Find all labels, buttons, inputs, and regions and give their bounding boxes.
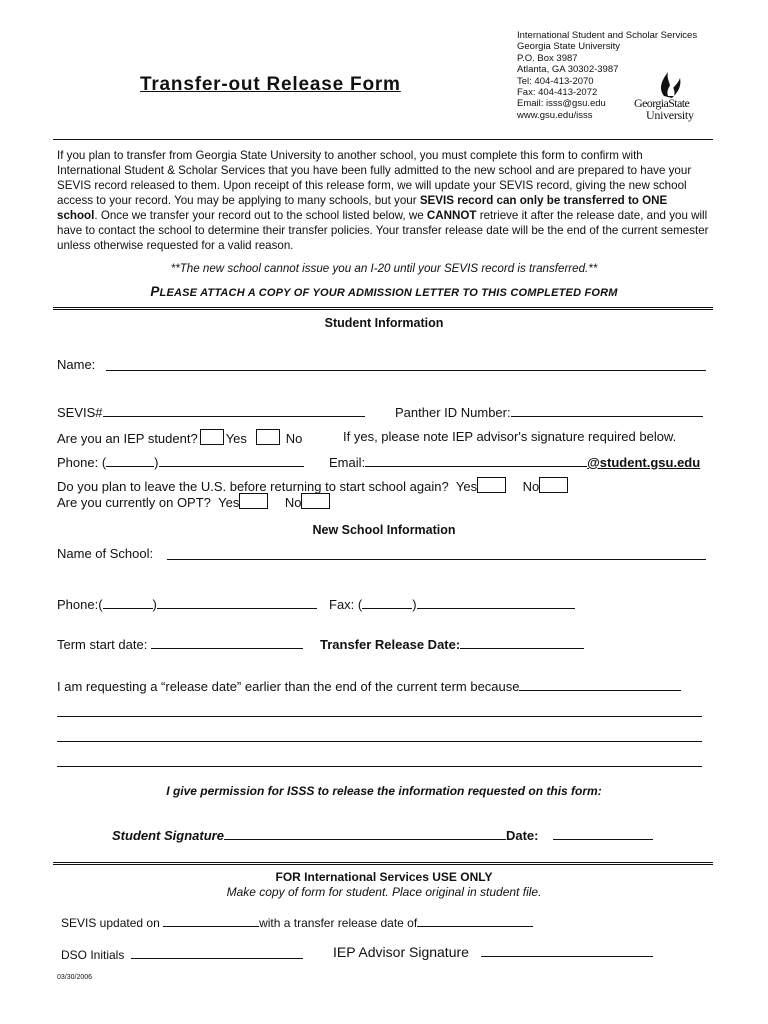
logo-text-university: University [646, 108, 694, 122]
opt-row [57, 493, 332, 510]
no-label: No [522, 479, 540, 494]
iep-question: Are you an IEP student? [57, 431, 198, 446]
attach-instruction [0, 284, 768, 299]
name-label: Name: [57, 357, 96, 372]
reason-line[interactable] [57, 741, 702, 742]
school-name-input[interactable] [167, 559, 706, 560]
phone-number-input[interactable] [159, 454, 304, 467]
name-input[interactable] [106, 370, 706, 371]
release-row [320, 636, 584, 652]
double-divider [53, 862, 713, 865]
phone-paren: ) [154, 455, 159, 470]
leave-question: Do you plan to leave the U.S. before returning to start school again? [57, 479, 449, 494]
school-fax-label: Fax: ( [329, 597, 363, 612]
contact-line: Atlanta, GA 30302-3987 [517, 64, 619, 76]
signature-label: Student Signature [112, 828, 224, 843]
release-date-label: Transfer Release Date: [320, 637, 461, 652]
form-date: 03/30/2006 [57, 974, 93, 981]
leave-no-checkbox[interactable] [539, 477, 568, 493]
school-name-row [57, 546, 153, 561]
dso-initials-input[interactable] [131, 946, 303, 959]
signature-row [112, 827, 653, 843]
school-fax-number-input[interactable] [417, 596, 575, 609]
contact-line: Email: isss@gsu.edu [517, 98, 606, 110]
new-school-heading: New School Information [312, 523, 456, 537]
school-phone-row [57, 596, 317, 612]
reason-line[interactable] [57, 766, 702, 767]
sevis-updated-row [61, 914, 533, 930]
email-domain: @student.gsu.edu [587, 455, 701, 470]
gsu-logo [628, 66, 710, 126]
intro-text: If you plan to transfer from Georgia State University to another school, you must complete this form to confirm with International Student & Scholar Services that you have been fully admitted to the new school and are prepared to have your SEVIS record released to them. Upon receipt of this release form, we will update your SEVIS record, giving the new school access to your record. You may be applying to many schools, but your [57, 149, 692, 207]
panther-id-input[interactable] [511, 404, 703, 417]
transfer-note: **The new school cannot issue you an I-20 until your SEVIS record is transferred.** [170, 262, 598, 275]
iep-no-checkbox[interactable] [256, 429, 280, 445]
contact-line: P.O. Box 3987 [517, 52, 578, 64]
intro-bold-text: CANNOT [426, 209, 477, 222]
request-row [57, 678, 681, 694]
release-date-input[interactable] [460, 636, 584, 649]
phone-area-input[interactable] [106, 454, 154, 467]
panther-id-label: Panther ID Number: [395, 405, 511, 420]
reason-input[interactable] [519, 678, 681, 691]
intro-bold-text: SEVIS record can only be transferred to ONE school [57, 194, 668, 222]
yes-label: Yes [455, 479, 478, 494]
sevis-input[interactable] [103, 404, 365, 417]
attach-first-letter: P [150, 284, 160, 299]
signature-input[interactable] [224, 827, 506, 840]
name-row [57, 357, 95, 372]
no-label: No [285, 431, 303, 446]
school-name-label: Name of School: [57, 546, 154, 561]
opt-no-checkbox[interactable] [301, 493, 330, 509]
opt-question: Are you currently on OPT? [57, 495, 211, 510]
school-fax-row [329, 596, 575, 612]
opt-yes-checkbox[interactable] [239, 493, 268, 509]
iep-signature-row [333, 944, 653, 960]
student-info-heading: Student Information [324, 316, 444, 330]
leave-yes-checkbox[interactable] [477, 477, 506, 493]
school-phone-area-input[interactable] [103, 596, 153, 609]
yes-label: Yes [218, 495, 240, 510]
phone-paren: ) [152, 597, 157, 612]
signature-date-label: Date: [505, 828, 539, 843]
permission-text: I give permission for ISSS to release the information requested on this form: [166, 784, 602, 798]
dso-initials-label: DSO Initials [61, 948, 125, 962]
email-row [329, 454, 700, 470]
email-input[interactable] [365, 454, 587, 467]
iep-signature-input[interactable] [481, 944, 653, 957]
term-row [57, 636, 303, 652]
sevis-updated-input[interactable] [163, 914, 259, 927]
contact-line: International Student and Scholar Services [517, 30, 698, 41]
term-start-label: Term start date: [57, 637, 148, 652]
office-use-sub: Make copy of form for student. Place original in student file. [226, 885, 542, 899]
reason-line[interactable] [57, 716, 702, 717]
sevis-row [57, 404, 365, 420]
sevis-updated-label: SEVIS updated on [61, 916, 160, 930]
contact-line: www.gsu.edu/isss [517, 109, 593, 121]
school-fax-area-input[interactable] [362, 596, 412, 609]
logo-text-georgia-state: GeorgiaState [634, 96, 690, 110]
phone-label: Phone: ( [57, 455, 107, 470]
transfer-date-input[interactable] [417, 914, 533, 927]
intro-text: retrieve it after the release date, and you will have to contact the school to determine their transfer policies. Your transfer release date will be the end of the current semester unless otherwise requested for a valid reason. [57, 209, 709, 252]
iep-signature-label: IEP Advisor Signature [333, 944, 469, 960]
iep-note: If yes, please note IEP advisor's signature required below. [343, 429, 677, 444]
contact-line: Fax: 404-413-2072 [517, 87, 598, 99]
dso-row [61, 946, 303, 962]
fax-paren: ) [412, 597, 417, 612]
double-divider [53, 307, 713, 310]
office-use-heading: FOR International Services USE ONLY [275, 870, 493, 884]
contact-line: Georgia State University [517, 41, 620, 53]
yes-label: Yes [225, 431, 247, 446]
request-text: I am requesting a “release date” earlier than the end of the current term because [57, 679, 520, 694]
divider [53, 139, 713, 140]
signature-date-input[interactable] [553, 827, 653, 840]
contact-line: Tel: 404-413-2070 [517, 75, 594, 87]
school-phone-number-input[interactable] [157, 596, 317, 609]
iep-yes-checkbox[interactable] [200, 429, 224, 445]
school-phone-label: Phone:( [57, 597, 103, 612]
term-start-input[interactable] [151, 636, 303, 649]
email-label: Email: [329, 455, 366, 470]
intro-text: . Once we transfer your record out to the school listed below, we [94, 209, 427, 222]
no-label: No [284, 495, 302, 510]
attach-rest: LEASE ATTACH A COPY OF YOUR ADMISSION LETTER TO THIS COMPLETED FORM [159, 287, 618, 299]
page-title: Transfer-out Release Form [140, 74, 401, 95]
sevis-label: SEVIS# [57, 405, 103, 420]
iep-row [57, 429, 302, 446]
intro-paragraph [57, 148, 709, 253]
panther-row [395, 404, 703, 420]
phone-row [57, 454, 304, 470]
with-transfer-label: with a transfer release date of [259, 916, 418, 930]
leave-row [57, 477, 570, 494]
